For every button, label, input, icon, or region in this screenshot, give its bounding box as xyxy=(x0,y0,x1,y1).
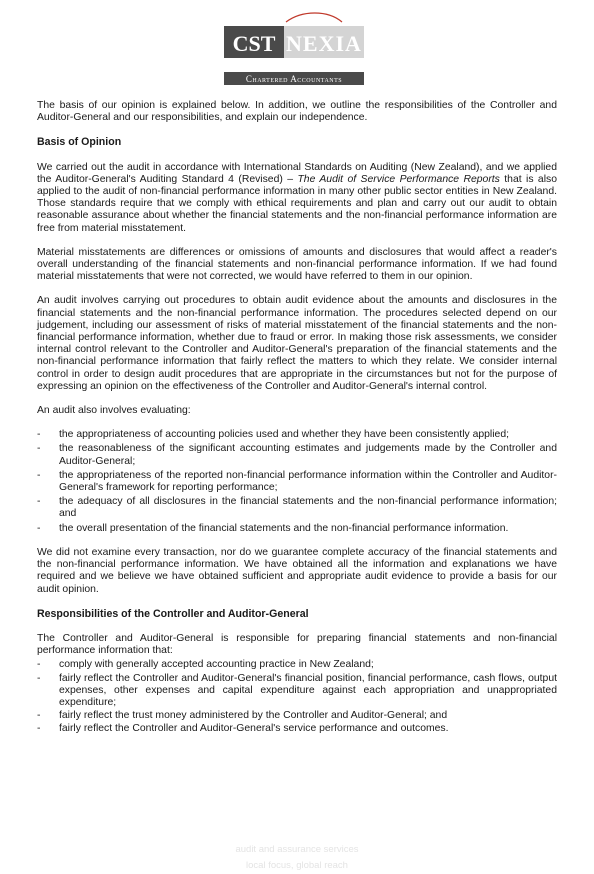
document-body xyxy=(37,100,557,748)
basis-paragraph-3: An audit involves carrying out procedures to obtain audit evidence about the amounts and disclosures in the financial statements and the non-financial performance information. The procedures selected depend on our judgement, including our assessment of risks of material misstatement of the financial statements and the non-financial performance information, whether due to fraud or error. In making those risk assessments, we consider internal control relevant to the Controller and Auditor-General's preparation of the financial statements and the non-financial performance information that fairly reflect the matters to which they relate. We consider internal control in order to design audit procedures that are appropriate in the circumstances but not for the purpose of expressing an opinion on the effectiveness of the Controller and Auditor-General's internal control. xyxy=(37,295,557,392)
basis-paragraph-5: We did not examine every transaction, nor do we guarantee complete accuracy of the financial statements and the non-financial performance information. We have obtained all the information and explanations we have required and we believe we have obtained sufficient and appropriate audit evidence to provide a basis for our audit opinion. xyxy=(37,546,557,595)
firm-logo-graphic xyxy=(224,12,364,88)
list-item: - fairly reflect the Controller and Auditor-General's service performance and outcomes. xyxy=(37,723,557,735)
responsibilities-list xyxy=(37,659,557,735)
firm-logo xyxy=(224,12,364,88)
logo-brand-right: NEXIA xyxy=(286,31,362,56)
logo-swoosh xyxy=(286,13,342,22)
logo-tagline: Chartered Accountants xyxy=(245,74,343,84)
responsibilities-heading: Responsibilities of the Controller and Auditor-General xyxy=(37,607,309,620)
responsibilities-paragraph: The Controller and Auditor-General is responsible for preparing financial statements and non-financial performance information that: xyxy=(37,632,557,657)
list-item: - fairly reflect the Controller and Auditor-General's financial position, financial performance, cash flows, output expenses, other expenses and capital expenditure against each appropriation and unappropriated expenditure; xyxy=(37,673,557,710)
list-item: - the appropriateness of the reported non-financial performance information within the Controller and Auditor-General's framework for reporting performance; xyxy=(37,470,557,494)
list-item: - the adequacy of all disclosures in the financial statements and the non-financial performance information; and xyxy=(37,496,557,520)
footer-line-2: local focus, global reach xyxy=(246,860,348,871)
list-item: - fairly reflect the trust money administered by the Controller and Auditor-General; and xyxy=(37,710,557,722)
list-item: - the overall presentation of the financial statements and the non-financial performance information. xyxy=(37,523,557,535)
basis-paragraph-4: An audit also involves evaluating: xyxy=(37,405,191,417)
intro-paragraph: The basis of our opinion is explained below. In addition, we outline the responsibilities of the Controller and Auditor-General and our responsibilities, and explain our independence. xyxy=(37,100,557,124)
basis-p1-start: We carried out the audit in accordance with International Standards on Auditing (New Zealand), and we applied the Auditor-General's Auditing Standard 4 (Revised) – xyxy=(37,161,557,185)
basis-paragraph-1 xyxy=(37,162,557,235)
basis-p1-end: that is also applied to the audit of non-financial performance information in many other public sector entities in New Zealand. Those standards require that we comply with ethical requirements and plan and carry out our audit to obtain reasonable assurance about whether the financial statements and the non-financial performance information are free from material misstatement. xyxy=(37,173,557,234)
evaluation-list xyxy=(37,429,557,535)
list-item: - comply with generally accepted accounting practice in New Zealand; xyxy=(37,659,557,671)
list-item: - the appropriateness of accounting policies used and whether they have been consistently applied; xyxy=(37,429,557,441)
footer-line-1: audit and assurance services xyxy=(235,844,359,855)
list-item: - the reasonableness of the significant accounting estimates and judgements made by the Controller and Auditor-General; xyxy=(37,443,557,467)
basis-heading: Basis of Opinion xyxy=(37,136,122,149)
basis-paragraph-2: Material misstatements are differences or omissions of amounts and disclosures that would affect a reader's overall understanding of the financial statements and non-financial performance information. If we had found material misstatements that were not corrected, we would have referred to them in our opinion. xyxy=(37,246,557,283)
logo-brand-left: CST xyxy=(232,31,276,56)
basis-p1-title: The Audit of Service Performance Reports xyxy=(297,173,500,185)
